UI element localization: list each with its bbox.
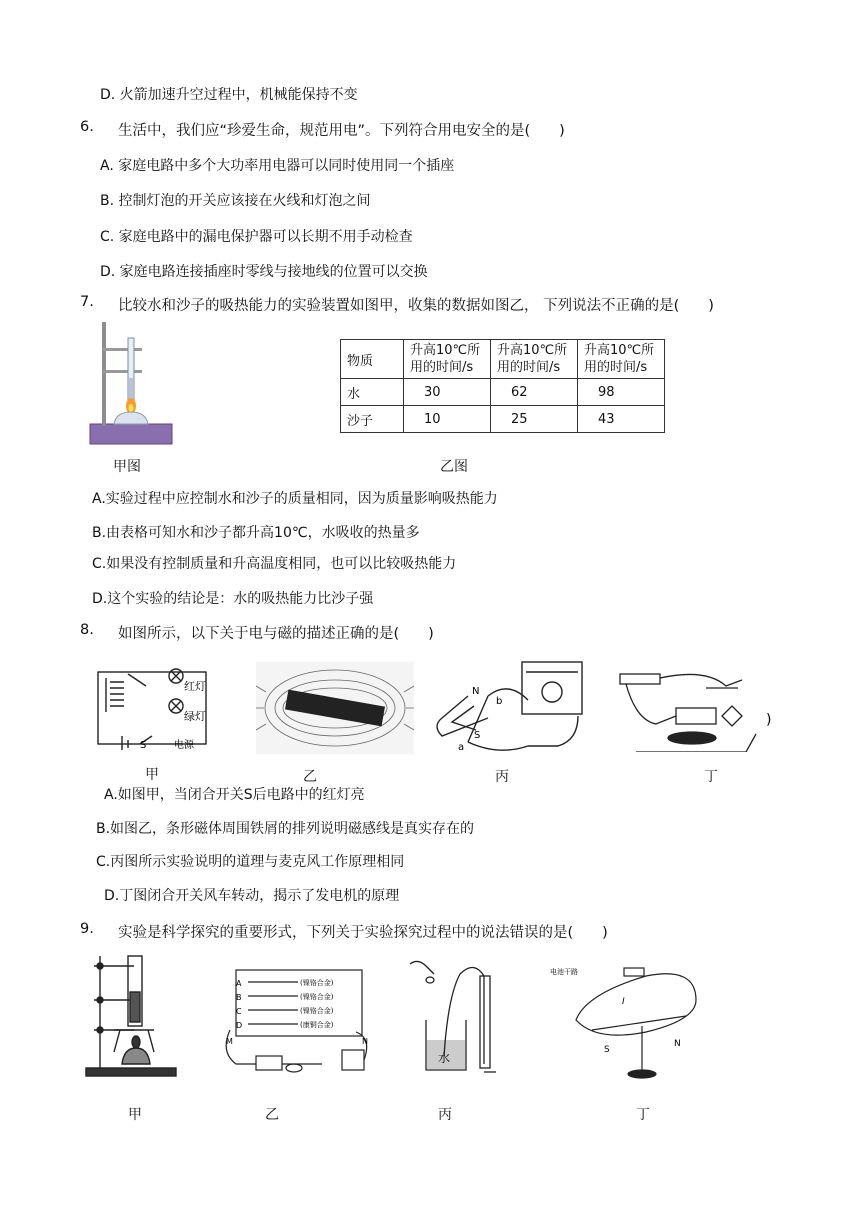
q8-option-d: D.丁图闭合开关风车转动，揭示了发电机的原理 — [104, 888, 400, 904]
wire-letter: B — [236, 993, 242, 1002]
a-label: a — [458, 742, 465, 753]
fig-ding-paren: ) — [766, 712, 772, 728]
q9-fig-ding-oersted — [546, 960, 712, 1086]
q6-option-a: A. 家庭电路中多个大功率用电器可以同时使用同一个插座 — [100, 158, 455, 174]
q8-fig-ding-motor — [606, 660, 776, 752]
q9-caption-bing: 丙 — [438, 1107, 452, 1123]
table-cell: 62 — [491, 379, 578, 406]
q6-option-d: D. 家庭电路连接插座时零线与接地线的位置可以交换 — [100, 264, 428, 280]
current-label: I — [622, 997, 625, 1007]
wire-material: (康铜合金) — [300, 1021, 334, 1029]
b-label: b — [496, 696, 503, 707]
q9-caption-yi: 乙 — [265, 1107, 279, 1123]
n-label: N — [674, 1039, 681, 1049]
q8-caption-ding: 丁 — [704, 769, 718, 785]
q7-option-c: C.如果没有控制质量和升高温度相同，也可以比较吸热能力 — [92, 556, 457, 572]
m-label: M — [226, 1037, 233, 1046]
q8-fig-yi-magnet-filings — [256, 662, 414, 754]
q8-caption-yi: 乙 — [303, 769, 317, 785]
q9-fig-yi-resistance-wires — [216, 968, 372, 1080]
q9-stem: 实验是科学探究的重要形式，下列关于实验探究过程中的说法错误的是( ) — [118, 925, 608, 941]
table-row — [341, 379, 665, 406]
table-cell: 沙子 — [341, 406, 404, 433]
q7-fig-jia-apparatus — [88, 320, 176, 448]
q8-caption-bing: 丙 — [495, 769, 509, 785]
q9-caption-ding: 丁 — [636, 1107, 650, 1123]
wire-material: (镍铬合金) — [300, 979, 334, 987]
wire-material: (镍铬合金) — [300, 993, 334, 1001]
q8-fig-bing-induction — [428, 660, 608, 760]
q8-caption-jia: 甲 — [145, 767, 159, 783]
table-header-cell: 升高10℃所用的时间/s — [491, 340, 578, 379]
q8-option-a: A.如图甲，当闭合开关S后电路中的红灯亮 — [104, 787, 365, 803]
q6-number: 6. — [80, 119, 94, 135]
table-header-cell: 升高10℃所用的时间/s — [404, 340, 491, 379]
q8-number: 8. — [80, 622, 94, 638]
q6-option-c: C. 家庭电路中的漏电保护器可以长期不用手动检查 — [100, 229, 413, 245]
wire-letter: D — [236, 1021, 243, 1030]
table-header-row — [341, 340, 665, 379]
q7-data-table — [340, 339, 665, 433]
water-label: 水 — [438, 1051, 451, 1065]
q9-fig-bing-beaker — [404, 956, 500, 1076]
table-cell: 30 — [404, 379, 491, 406]
green-lamp-label: 绿灯 — [184, 710, 206, 723]
n-pole-label: N — [472, 686, 480, 697]
s-label: S — [604, 1045, 610, 1055]
s-pole-label: S — [474, 730, 481, 741]
wire-material: (镍铬合金) — [300, 1007, 334, 1015]
wire-letter: A — [236, 979, 242, 988]
q7-stem: 比较水和沙子的吸热能力的实验装置如图甲，收集的数据如图乙， 下列说法不正确的是( ) — [118, 298, 714, 314]
q9-fig-jia-heating-stand — [84, 952, 180, 1080]
table-cell: 25 — [491, 406, 578, 433]
table-cell: 10 — [404, 406, 491, 433]
table-header-cell: 升高10℃所用的时间/s — [578, 340, 665, 379]
q8-stem: 如图所示，以下关于电与磁的描述正确的是( ) — [118, 626, 434, 642]
q6-option-b: B. 控制灯泡的开关应该接在火线和灯泡之间 — [100, 193, 371, 209]
n-label: N — [362, 1037, 368, 1046]
q7-fig-yi-caption: 乙图 — [440, 459, 468, 475]
q8-option-c: C.丙图所示实验说明的道理与麦克风工作原理相同 — [96, 854, 405, 870]
table-row — [341, 406, 665, 433]
table-cell: 水 — [341, 379, 404, 406]
red-lamp-label: 红灯 — [184, 680, 206, 693]
q5-option-d: D. 火箭加速升空过程中，机械能保持不变 — [100, 87, 358, 103]
q7-fig-jia-caption: 甲图 — [113, 459, 141, 475]
q8-fig-jia-relay-circuit — [92, 660, 214, 750]
battery-label: 电池干路 — [550, 968, 578, 976]
switch-label: S — [140, 740, 147, 750]
q7-option-b: B.由表格可知水和沙子都升高10℃，水吸收的热量多 — [92, 525, 420, 541]
q8-option-b: B.如图乙，条形磁体周围铁屑的排列说明磁感线是真实存在的 — [96, 821, 475, 837]
q7-option-d: D.这个实验的结论是：水的吸热能力比沙子强 — [92, 591, 374, 607]
q9-number: 9. — [80, 921, 94, 937]
q9-caption-jia: 甲 — [128, 1107, 142, 1123]
q7-number: 7. — [80, 294, 94, 310]
table-cell: 98 — [578, 379, 665, 406]
table-cell: 43 — [578, 406, 665, 433]
power-label: 电源 — [174, 740, 194, 750]
q7-option-a: A.实验过程中应控制水和沙子的质量相同，因为质量影响吸热能力 — [92, 491, 498, 507]
wire-letter: C — [236, 1007, 242, 1016]
table-header-cell: 物质 — [341, 340, 404, 379]
q6-stem: 生活中，我们应“珍爱生命，规范用电”。下列符合用电安全的是( ) — [118, 123, 565, 139]
